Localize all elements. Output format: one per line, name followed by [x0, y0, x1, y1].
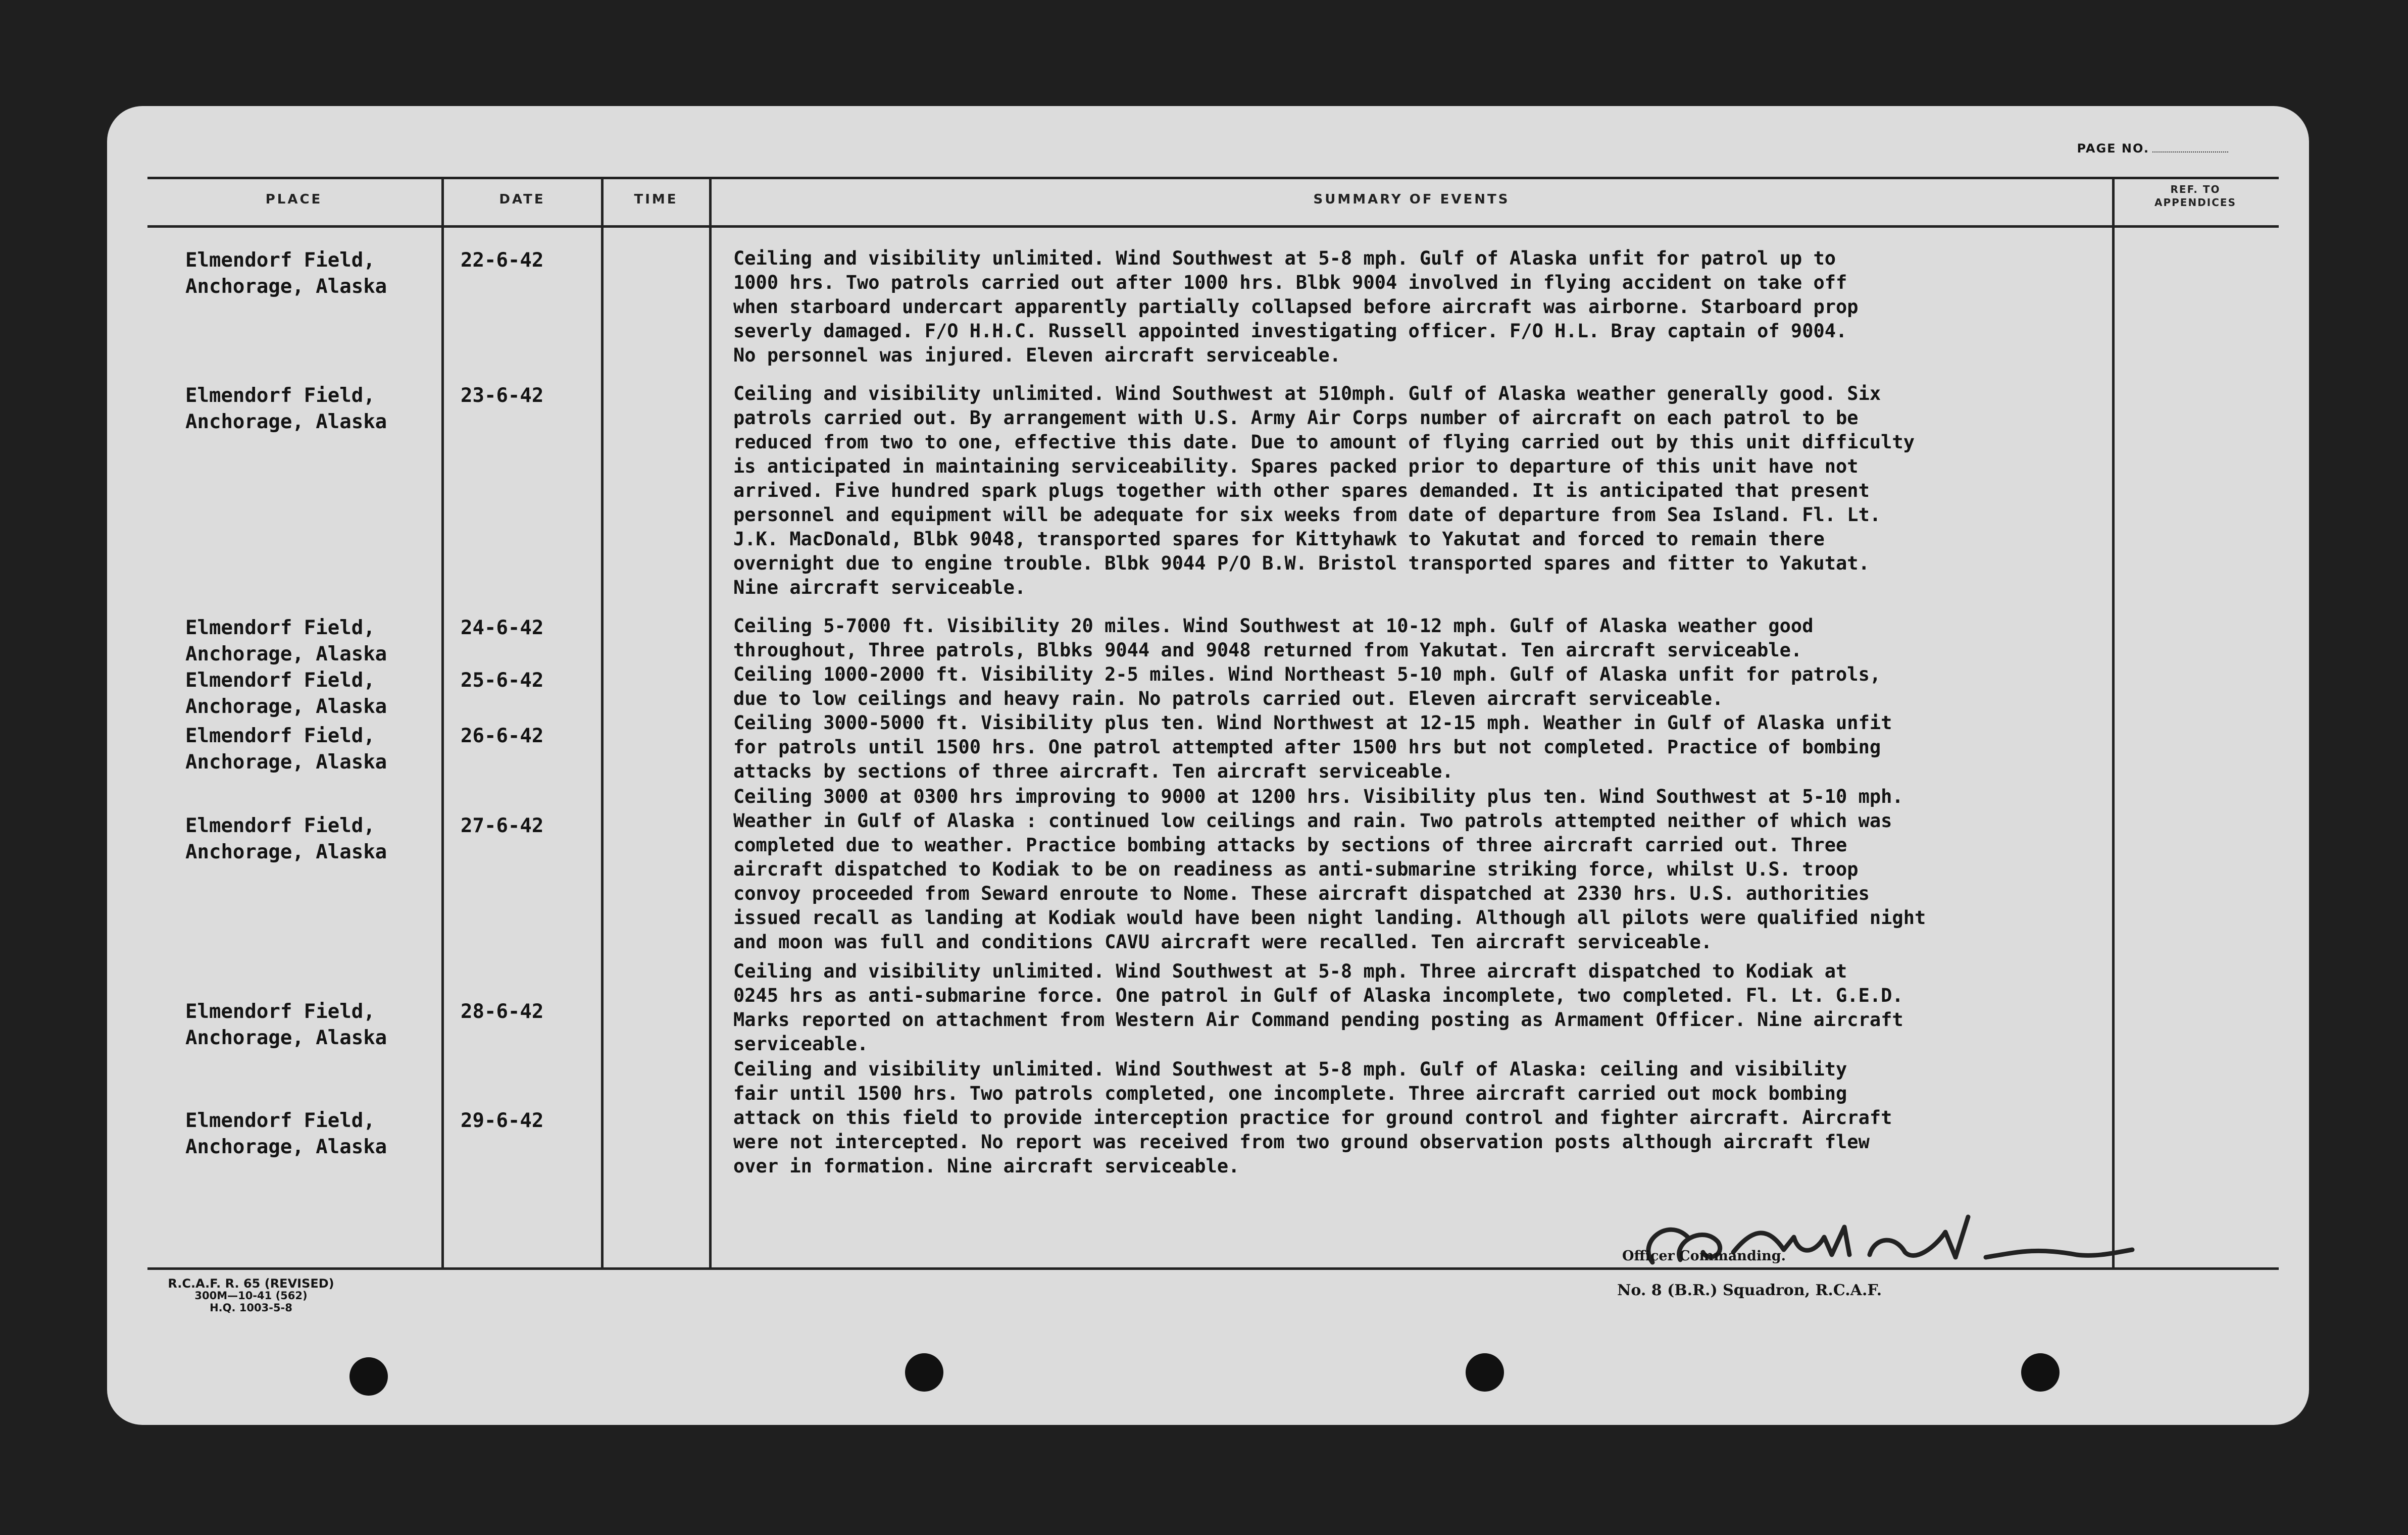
- squadron-label: No. 8 (B.R.) Squadron, R.C.A.F.: [1617, 1282, 1882, 1299]
- entry-summary: [733, 711, 2158, 784]
- binder-hole: [905, 1353, 943, 1392]
- summary-line: Ceiling and visibility unlimited. Wind Southwest at 5-8 mph. Gulf of Alaska unfit for patrol up to: [733, 247, 1836, 269]
- column-header-time: TIME: [634, 192, 678, 207]
- entry-place: [185, 247, 448, 300]
- entry-place: [185, 999, 448, 1051]
- entry-date: 22-6-42: [461, 249, 544, 272]
- column-header-summary: SUMMARY OF EVENTS: [1313, 192, 1510, 207]
- binder-hole: [2021, 1353, 2060, 1392]
- entry-summary: [733, 382, 2158, 600]
- summary-line: issued recall as landing at Kodiak would have been night landing. Although all pilots were qualified night: [733, 907, 1926, 929]
- entry-place-line1: Elmendorf Field,: [185, 725, 375, 747]
- entry-place-line2: Anchorage, Alaska: [185, 1136, 387, 1158]
- column-header-place: PLACE: [265, 192, 323, 207]
- summary-line: No personnel was injured. Eleven aircraft serviceable.: [733, 344, 1341, 366]
- summary-line: aircraft dispatched to Kodiak to be on readiness as anti-submarine striking force, whilst U.S. troop: [733, 858, 1859, 880]
- entry-date: 28-6-42: [461, 1000, 544, 1023]
- page-number-label: [2077, 141, 2229, 156]
- page-number-blank: [2152, 151, 2228, 152]
- summary-line: is anticipated in maintaining serviceability. Spares packed prior to departure of this unit have not: [733, 455, 1859, 477]
- entry-place: [185, 1108, 448, 1160]
- summary-line: 1000 hrs. Two patrols carried out after 1000 hrs. Blbk 9004 involved in flying accident on take off: [733, 272, 1847, 293]
- summary-line: reduced from two to one, effective this date. Due to amount of flying carried out by this unit difficulty: [733, 431, 1915, 453]
- summary-line: Ceiling 1000-2000 ft. Visibility 2-5 miles. Wind Northeast 5-10 mph. Gulf of Alaska unfit for patrols,: [733, 663, 1881, 685]
- summary-line: Marks reported on attachment from Western Air Command pending posting as Armament Officer. Nine aircraft: [733, 1009, 1903, 1031]
- entry-place-line1: Elmendorf Field,: [185, 384, 375, 407]
- summary-line: when starboard undercart apparently partially collapsed before aircraft was airborne. Starboard prop: [733, 296, 1859, 318]
- summary-line: completed due to weather. Practice bombing attacks by sections of three aircraft carried out. Three: [733, 834, 1847, 856]
- summary-line: Ceiling and visibility unlimited. Wind Southwest at 5-8 mph. Gulf of Alaska: ceiling and visibility: [733, 1058, 1847, 1080]
- form-identifier-line1: R.C.A.F. R. 65 (REVISED): [168, 1276, 334, 1291]
- column-header-ref-line1: REF. TO: [2170, 183, 2221, 195]
- summary-line: for patrols until 1500 hrs. One patrol attempted after 1500 hrs but not completed. Practice of bombing: [733, 736, 1881, 758]
- entry-place: [185, 615, 448, 668]
- binder-hole: [349, 1357, 388, 1396]
- summary-line: J.K. MacDonald, Blbk 9048, transported spares for Kittyhawk to Yakutat and forced to remain there: [733, 528, 1825, 550]
- summary-line: convoy proceeded from Seward enroute to Nome. These aircraft dispatched at 2330 hrs. U.S. authorities: [733, 883, 1870, 904]
- summary-line: and moon was full and conditions CAVU aircraft were recalled. Ten aircraft serviceable.: [733, 931, 1713, 953]
- summary-line: throughout, Three patrols, Blbks 9044 and 9048 returned from Yakutat. Ten aircraft serviceable.: [733, 639, 1802, 661]
- entry-summary: [733, 614, 2158, 662]
- summary-line: Ceiling 3000-5000 ft. Visibility plus ten. Wind Northwest at 12-15 mph. Weather in Gulf of Alaska unfit: [733, 712, 1892, 734]
- summary-line: patrols carried out. By arrangement with U.S. Army Air Corps number of aircraft on each patrol to be: [733, 407, 1859, 429]
- summary-line: due to low ceilings and heavy rain. No patrols carried out. Eleven aircraft serviceable.: [733, 688, 1724, 709]
- column-divider-time: [709, 177, 712, 1270]
- summary-line: over in formation. Nine aircraft serviceable.: [733, 1155, 1240, 1177]
- entry-place-line1: Elmendorf Field,: [185, 1000, 375, 1023]
- entry-place-line2: Anchorage, Alaska: [185, 841, 387, 863]
- entry-summary: [733, 662, 2158, 711]
- entry-place-line1: Elmendorf Field,: [185, 1109, 375, 1132]
- entry-place-line2: Anchorage, Alaska: [185, 695, 387, 718]
- summary-line: arrived. Five hundred spark plugs together with other spares demanded. It is anticipated that present: [733, 480, 1870, 501]
- summary-line: were not intercepted. No report was received from two ground observation posts although aircraft flew: [733, 1131, 1870, 1153]
- entry-place-line1: Elmendorf Field,: [185, 669, 375, 692]
- entry-place: [185, 813, 448, 865]
- entry-place-line2: Anchorage, Alaska: [185, 1027, 387, 1049]
- summary-line: fair until 1500 hrs. Two patrols completed, one incomplete. Three aircraft carried out mock bombing: [733, 1083, 1847, 1104]
- entry-place: [185, 723, 448, 776]
- summary-line: Nine aircraft serviceable.: [733, 577, 1026, 598]
- summary-line: Ceiling and visibility unlimited. Wind Southwest at 5-8 mph. Three aircraft dispatched to Kodiak at: [733, 960, 1847, 982]
- summary-line: Weather in Gulf of Alaska : continued low ceilings and rain. Two patrols attempted neither of which was: [733, 810, 1892, 832]
- entry-summary: [733, 959, 2158, 1056]
- entry-place: [185, 668, 448, 720]
- entry-summary: [733, 785, 2158, 954]
- officer-commanding-label: Officer Commanding.: [1622, 1248, 1786, 1264]
- column-divider-date: [601, 177, 604, 1270]
- entry-place-line2: Anchorage, Alaska: [185, 751, 387, 774]
- column-header-date: DATE: [499, 192, 545, 207]
- page-number-text: PAGE NO.: [2077, 141, 2149, 156]
- column-header-ref: [2115, 183, 2276, 209]
- entry-place-line2: Anchorage, Alaska: [185, 643, 387, 666]
- entry-place-line1: Elmendorf Field,: [185, 617, 375, 639]
- entry-date: 25-6-42: [461, 669, 544, 692]
- form-identifier: [142, 1277, 360, 1314]
- entry-place: [185, 383, 448, 435]
- header-top-rule: [147, 177, 2279, 179]
- form-identifier-line3: H.Q. 1003-5-8: [210, 1302, 292, 1314]
- header-bottom-rule: [147, 225, 2279, 228]
- operations-record-card: [107, 106, 2309, 1425]
- commanding-officer-signature: [1632, 1207, 2137, 1277]
- summary-line: 0245 hrs as anti-submarine force. One patrol in Gulf of Alaska incomplete, two completed. Fl. Lt. G.E.D.: [733, 985, 1903, 1006]
- entry-summary: [733, 1057, 2158, 1179]
- column-header-ref-line2: APPENDICES: [2154, 196, 2236, 209]
- entry-date: 29-6-42: [461, 1109, 544, 1132]
- entry-place-line2: Anchorage, Alaska: [185, 275, 387, 298]
- summary-line: Ceiling and visibility unlimited. Wind Southwest at 510mph. Gulf of Alaska weather generally good. Six: [733, 383, 1881, 404]
- summary-line: Ceiling 5-7000 ft. Visibility 20 miles. Wind Southwest at 10-12 mph. Gulf of Alaska weather good: [733, 615, 1814, 637]
- summary-line: serviceable.: [733, 1033, 869, 1055]
- summary-line: attack on this field to provide interception practice for ground control and fighter aircraft. Aircraft: [733, 1107, 1892, 1129]
- entry-date: 24-6-42: [461, 617, 544, 639]
- summary-line: personnel and equipment will be adequate for six weeks from date of departure from Sea Island. Fl. Lt.: [733, 504, 1881, 526]
- entry-place-line1: Elmendorf Field,: [185, 814, 375, 837]
- entry-date: 26-6-42: [461, 725, 544, 747]
- entry-summary: [733, 246, 2158, 368]
- entry-place-line1: Elmendorf Field,: [185, 249, 375, 272]
- entry-date: 23-6-42: [461, 384, 544, 407]
- summary-line: attacks by sections of three aircraft. Ten aircraft serviceable.: [733, 760, 1453, 782]
- entry-date: 27-6-42: [461, 814, 544, 837]
- summary-line: severly damaged. F/O H.H.C. Russell appointed investigating officer. F/O H.L. Bray captain of 9004.: [733, 320, 1847, 342]
- binder-hole: [1466, 1353, 1504, 1392]
- form-identifier-line2: 300M—10-41 (562): [194, 1290, 308, 1302]
- summary-line: overnight due to engine trouble. Blbk 9044 P/O B.W. Bristol transported spares and fitter to Yakutat.: [733, 552, 1870, 574]
- entry-place-line2: Anchorage, Alaska: [185, 411, 387, 433]
- summary-line: Ceiling 3000 at 0300 hrs improving to 9000 at 1200 hrs. Visibility plus ten. Wind Southwest at 5-10 mph.: [733, 786, 1903, 807]
